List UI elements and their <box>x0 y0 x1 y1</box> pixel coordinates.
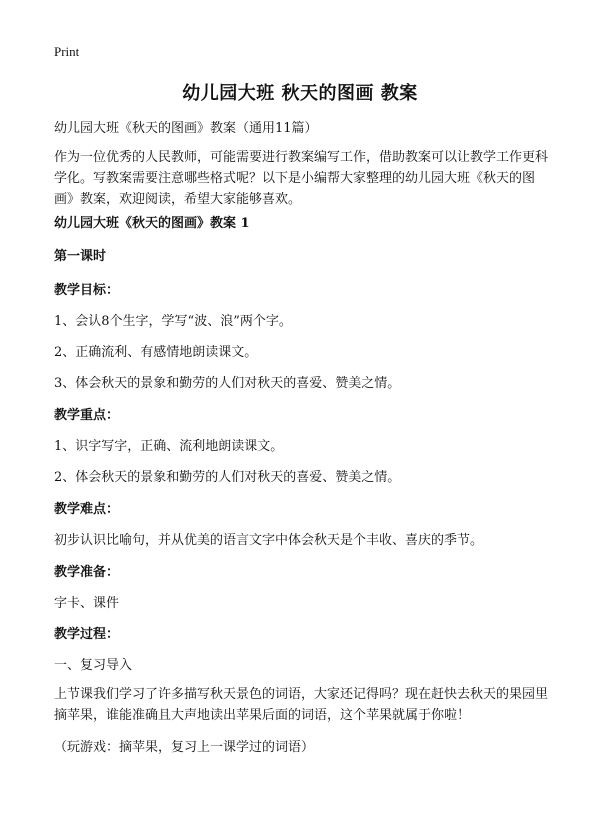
process-step: 一、复习导入 <box>54 658 133 673</box>
process-game-note: （玩游戏：摘苹果，复习上一课学过的词语） <box>54 740 315 755</box>
goal-item: 3、体会秋天的景象和勤劳的人们对秋天的喜爱、赞美之情。 <box>54 376 401 391</box>
goal-item: 1、会认8个生字，学写“波、浪”两个字。 <box>54 314 292 329</box>
difficulty-heading: 教学难点： <box>54 502 120 517</box>
process-heading: 教学过程： <box>54 627 120 642</box>
key-points-heading: 教学重点： <box>54 408 120 423</box>
section-heading: 幼儿园大班《秋天的图画》教案 1 <box>54 216 250 231</box>
process-text: 上节课我们学习了许多描写秋天景色的词语，大家还记得吗？现在赶快去秋天的果园里摘苹果，谁能准确且大声地读出苹果后面的词语，这个苹果就属于你啦！ <box>54 687 549 723</box>
document-title: 幼儿园大班 秋天的图画 教案 <box>182 83 418 104</box>
goal-item: 2、正确流利、有感情地朗读课文。 <box>54 345 258 360</box>
print-label: Print <box>54 44 80 59</box>
goals-heading: 教学目标： <box>54 283 120 298</box>
key-point-item: 2、体会秋天的景象和勤劳的人们对秋天的喜爱、赞美之情。 <box>54 470 401 485</box>
key-point-item: 1、识字写字，正确、流利地朗读课文。 <box>54 439 284 454</box>
prep-text: 字卡、课件 <box>54 596 120 611</box>
lesson-heading: 第一课时 <box>54 249 107 264</box>
intro-paragraph: 作为一位优秀的人民教师，可能需要进行教案编写工作，借助教案可以让教学工作更科学化。写教案需要注意哪些格式呢？以下是小编帮大家整理的幼儿园大班《秋天的图画》教案，欢迎阅读，希望大家能够喜欢。 <box>54 150 549 207</box>
prep-heading: 教学准备： <box>54 565 120 580</box>
difficulty-text: 初步认识比喻句，并从优美的语言文字中体会秋天是个丰收、喜庆的季节。 <box>54 533 484 548</box>
document-subtitle: 幼儿园大班《秋天的图画》教案（通用11篇） <box>54 121 318 136</box>
